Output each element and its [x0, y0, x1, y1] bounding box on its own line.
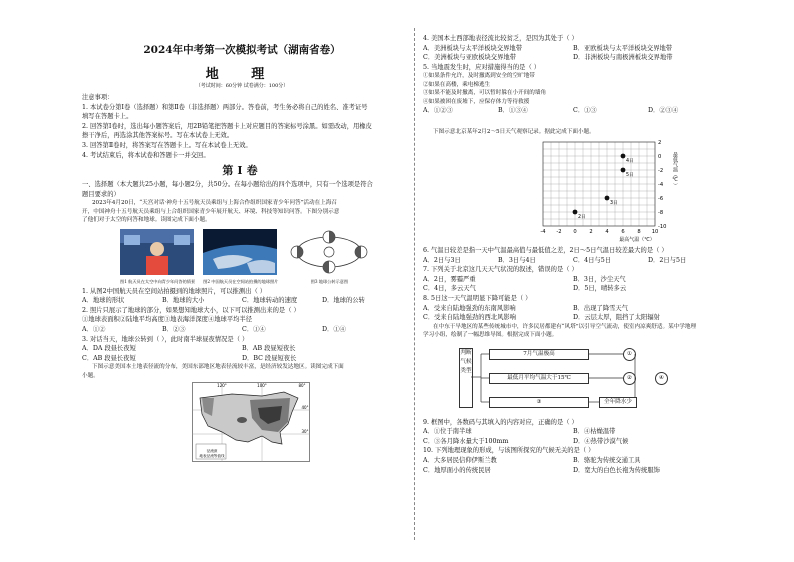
y-tick-label: 0 — [658, 153, 662, 160]
option[interactable]: C．①④ — [242, 325, 266, 333]
option[interactable]: A．2日与3日 — [423, 256, 461, 264]
y-tick-label: -10 — [658, 223, 667, 230]
question-8: 8. 5日这一天气温明显下降可能是（ ） — [423, 294, 532, 302]
question-5-item: ③如果不能及时撤离，可以暂时躲在小开间的墙角 — [423, 90, 547, 97]
options-q6 — [423, 256, 723, 266]
y-tick-label: -8 — [658, 209, 664, 216]
y-tick-label: 2 — [658, 139, 662, 146]
column-divider — [414, 28, 416, 540]
option[interactable]: D．5日，晴转多云 — [573, 285, 627, 293]
point-label: 5日 — [626, 173, 634, 178]
option[interactable]: C．受来自陆地强劲的西北风影响 — [423, 314, 516, 322]
question-1: 1. 从图2中国航天员在空间站拍摄到的地球照片，可以推测出（ ） — [82, 287, 267, 295]
options-q9b — [423, 437, 723, 447]
y-tick-label: -2 — [658, 167, 664, 174]
map-legend-label: 地表径流等值线 — [199, 454, 225, 459]
mind-map-node: 7月气温极高 — [489, 349, 589, 360]
option[interactable]: B．④枯燥温带 — [573, 428, 616, 436]
option[interactable]: A．DA 段昼长夜短 — [82, 345, 136, 353]
option[interactable]: D．④热带沙漠气候 — [573, 437, 629, 445]
question-3: 3. 对话当天，地球公转到（ ），此时南半球昼夜情况是（ ） — [82, 335, 249, 343]
note-line: 擦干净后，再选涂其他答案标号。写在本试卷上无效。 — [82, 132, 234, 140]
options-q4a — [423, 44, 723, 54]
y-tick-label: -6 — [658, 195, 664, 202]
options-q3b — [82, 354, 402, 364]
x-tick-label: 8 — [637, 229, 641, 235]
note-line: 1. 本试卷分第Ⅰ卷（选择题）和第Ⅱ卷（非选择题）两部分。答卷前，考生务必将自己的姓名、准考证号 — [82, 103, 368, 111]
option[interactable]: B．①③④ — [498, 107, 528, 114]
option[interactable]: C．4日，多云天气 — [423, 285, 476, 293]
option[interactable]: D．地球的公转 — [322, 297, 365, 305]
options-q9a — [423, 427, 723, 437]
x-tick-label: -4 — [540, 229, 546, 235]
point-label: 3日 — [610, 201, 618, 206]
note-line: 4. 考试结束后，将本试卷和答题卡一并交回。 — [82, 151, 210, 159]
option[interactable]: B．骆驼为传统交通工具 — [573, 456, 641, 464]
option[interactable]: D．①④ — [322, 325, 346, 333]
x-tick-label: 2 — [589, 229, 593, 235]
option[interactable]: B．亚欧板块与太平洋板块交界地带 — [573, 44, 673, 52]
map-lon-label: 100° — [257, 383, 267, 389]
option[interactable]: C．地球转动的速度 — [242, 297, 298, 305]
option[interactable]: B．出现了降雪天气 — [573, 304, 629, 312]
subject-title: 地 理 — [205, 67, 279, 82]
part-one-label: 第Ⅰ卷 — [222, 164, 262, 178]
option[interactable]: A．美洲板块与太平洋板块交界地带 — [423, 44, 523, 52]
question-2-note: ①地球表面积②陆地平均高度③地表海洋深度④地球平均半径 — [82, 316, 253, 324]
passage-line: 开，中国神舟十五号航天员乘组与上合组织国家青少年展开航天、环境、科技等知识问答。下图分别示意 — [82, 208, 340, 215]
option[interactable]: D．非洲板块与南极洲板块交界地带 — [573, 54, 673, 62]
question-6: 6. 气温日较差是指一天中气温最高值与最低值之差，2日～5日气温日较差最大的是（ ） — [423, 247, 668, 254]
map-intro: 小题。 — [82, 372, 99, 379]
question-10: 10. 下列地理现象的形成，与该图所探究的气候无关的是（ ） — [423, 447, 595, 455]
options-q2 — [82, 325, 402, 335]
x-axis-label: 最高气温（℃） — [619, 237, 655, 243]
question-9: 9. 框图中，各数码与其填入的内容对应，正确的是（ ） — [423, 418, 578, 426]
figure-caption: 图2 中国航天员在空间站拍摄的地球照片 — [203, 278, 279, 284]
option[interactable]: D．宽大的白色长袍为传统服饰 — [573, 466, 660, 474]
option[interactable]: A．①② — [82, 325, 106, 333]
question-2: 2. 照片只展示了地球的部分，如果想知地球大小，以下可以推测出来的是（ ） — [82, 306, 300, 314]
mind-map-root: 判断气候类型 — [459, 348, 473, 408]
figure-caption: 图3 地球公转示意图 — [310, 278, 349, 284]
option[interactable]: C．AB 段昼长夜短 — [82, 354, 136, 362]
map-lon-label: 120° — [217, 383, 227, 389]
data-point — [573, 210, 578, 215]
option[interactable]: B．3日，沙尘天气 — [573, 275, 626, 283]
x-tick-label: 6 — [621, 229, 625, 235]
exam-meta: （考试时间：60分钟 试卷满分：100分） — [195, 83, 289, 89]
options-q10a — [423, 456, 723, 466]
map-intro: 下图示意美国本土地表径流的分布，美国东部地区地表径流较丰富，是经济较发达地区。读图完成下面 — [92, 364, 344, 371]
flow-intro: 学习小组，绘制了一幅思维导图。根据完成下面小题。 — [423, 332, 558, 339]
options-q3a — [82, 344, 402, 354]
question-5-item: ②如果在高楼，乘电梯逃生 — [423, 81, 491, 88]
data-point — [621, 168, 626, 173]
figure-orbit-diagram — [286, 229, 372, 285]
section-instruction: 一、选择题（本大题共25小题，每小题2分，共50分。在每小题给出的四个选项中，只有一个选项是符合 — [82, 181, 373, 189]
options-q10b — [423, 466, 723, 476]
mind-map-node: 全年降水少 — [599, 397, 637, 408]
mind-map-circle: ① — [623, 348, 636, 361]
weather-chart — [523, 136, 723, 246]
passage-line: 了他们对于太空的问答和地球。读图完成下面小题。 — [82, 217, 211, 224]
note-line: 填写在答题卡上。 — [82, 113, 133, 121]
options-q7b — [423, 284, 723, 294]
x-tick-label: 10 — [651, 229, 659, 235]
option[interactable]: D．2日与5日 — [648, 256, 687, 264]
question-4: 4. 美国本土西部地表径流比较贫乏，是因为其处于（ ） — [423, 35, 578, 42]
figure-row — [120, 229, 402, 285]
option[interactable]: D．②③④ — [648, 107, 679, 114]
flow-intro: 在中东干旱地区的某些传统城市中，许多民居都建有“风塔”以引导空气流动，使室内凉爽舒适。某中学地理 — [433, 323, 697, 330]
point-label: 2日 — [578, 215, 586, 220]
option[interactable]: B．AB 段昼短夜长 — [242, 345, 296, 353]
usa-runoff-map — [192, 382, 310, 462]
option[interactable]: C．①③ — [573, 107, 597, 114]
options-q4b — [423, 53, 723, 63]
map-legend-label: 径流深 — [206, 449, 218, 454]
option[interactable]: C．③各月降水量大于100mm — [423, 437, 509, 445]
left-column — [82, 30, 402, 462]
option[interactable]: B．地球的大小 — [162, 297, 205, 305]
option[interactable]: B．②③ — [162, 325, 186, 333]
data-point — [605, 196, 610, 201]
question-5-item: ①如果条件允许，及时撤离到安全的空旷地带 — [423, 73, 535, 80]
figure-earth-photo — [203, 229, 278, 285]
question-5-item: ④如果被困在废墟下，应保存体力等待救援 — [423, 98, 530, 105]
map-lat-label: 40° — [301, 405, 309, 411]
option[interactable]: C．美洲板块与亚欧板块交界地带 — [423, 54, 516, 62]
y-tick-label: -4 — [658, 181, 664, 188]
mind-map-node: 最低月平均气温大于15℃ — [489, 373, 589, 384]
data-point — [621, 154, 626, 159]
option[interactable]: A．大多居民信仰伊斯兰教 — [423, 456, 497, 464]
chart-intro: 下图示意北京某年2月2～5日天气观察记录。据此完成下面小题。 — [433, 128, 595, 135]
passage-line: 2023年4月20日，“天宫对话·神舟十五号航天员乘组与上海合作组织国家青少年问答”活动在上海召 — [92, 200, 337, 207]
figure-astronaut — [120, 229, 195, 285]
right-column — [423, 34, 723, 475]
map-lon-label: 80° — [298, 383, 306, 389]
question-5: 5. 当地震发生时，应对措施得当的是（ ） — [423, 63, 541, 71]
x-tick-label: 0 — [573, 229, 577, 235]
options-q1 — [82, 296, 402, 306]
options-q8b — [423, 313, 723, 323]
mind-map-circle: ④ — [655, 372, 668, 385]
map-lat-label: 30° — [301, 429, 309, 435]
mind-map-circle: ② — [623, 372, 636, 385]
option[interactable]: C．4日与5日 — [573, 256, 612, 264]
options-q5 — [423, 106, 723, 116]
option[interactable]: A．①②③ — [423, 107, 453, 114]
option[interactable]: A．受来自陆地强劲的东南风影响 — [423, 304, 516, 312]
section-instruction: 题目要求的） — [82, 190, 120, 198]
notes-heading: 注意事项： — [82, 94, 114, 101]
options-q8a — [423, 304, 723, 314]
y-axis-label: 最低气温（℃） — [672, 152, 678, 188]
option[interactable]: A．地球的形状 — [82, 297, 125, 305]
x-tick-label: 4 — [605, 229, 609, 235]
question-7: 7. 下列关于北京这几天天气状况的叙述，错误的是（ ） — [423, 266, 578, 274]
mind-map-node: ③ — [489, 397, 589, 408]
exam-title: 2024年中考第一次模拟考试（湖南省卷） — [143, 44, 341, 56]
mind-map — [423, 342, 723, 416]
note-line: 2. 回答第Ⅰ卷时，选出每小题答案后，用2B铅笔把答题卡上对应题目的答案标号涂黑。如需改动，用橡皮 — [82, 122, 372, 130]
note-line: 3. 回答第Ⅱ卷时，将答案写在答题卡上。写在本试卷上无效。 — [82, 141, 252, 149]
option[interactable]: C．地厚面小的传统民居 — [423, 466, 491, 474]
option[interactable]: A．2日，雾霾严重 — [423, 275, 476, 283]
figure-caption: 图1 航天员在太空中向青少年问答的情景 — [120, 278, 196, 284]
option[interactable]: B．3日与4日 — [498, 256, 536, 264]
weather-chart-svg — [523, 136, 683, 246]
option[interactable]: A．①位于南半球 — [423, 428, 472, 436]
x-tick-label: -2 — [556, 229, 562, 235]
option[interactable]: D．云层太厚，阻挡了太阳辐射 — [573, 314, 660, 322]
option[interactable]: D．BC 段昼短夜长 — [242, 354, 297, 362]
point-label: 4日 — [626, 159, 634, 164]
options-q7a — [423, 275, 723, 285]
